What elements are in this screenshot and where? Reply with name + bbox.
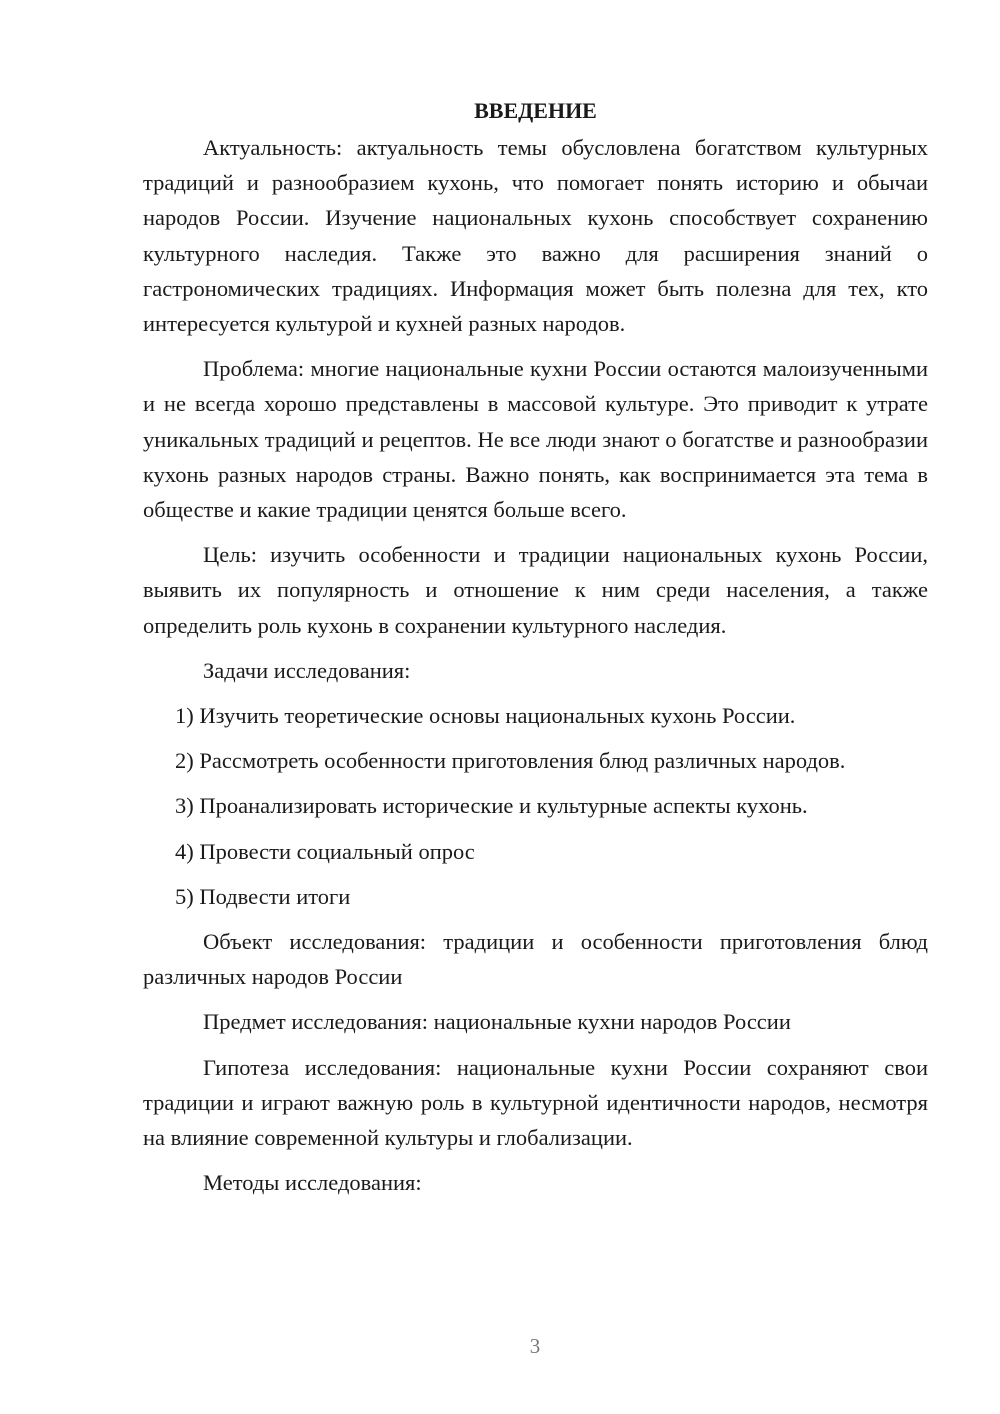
tasks-list <box>143 698 928 914</box>
methods-title: Методы исследования: <box>203 1170 422 1196</box>
hypothesis-paragraph: Гипотеза исследования: национальные кухни России сохраняют свои традиции и играют важную роль в культурной идентичности народов, несмотря на влияние современной культуры и глобализации. <box>143 1054 928 1151</box>
object-paragraph: Объект исследования: традиции и особенности приготовления блюд различных народов России <box>143 929 928 990</box>
task-item: 3) Проанализировать исторические и культурные аспекты кухонь. <box>175 793 808 819</box>
relevance-paragraph: Актуальность: актуальность темы обусловлена богатством культурных традиций и разнообразием кухонь, что помогает понять историю и обычаи народов России. Изучение национальных кухонь способствует сохранению культурного наследия. Также это важно для расширения знаний о гастрономических традициях. Информация может быть полезна для тех, кто интересуется культурой и кухней разных народов. <box>143 135 928 337</box>
problem-paragraph: Проблема: многие национальные кухни России остаются малоизученными и не всегда хорошо представлены в массовой культуре. Это приводит к утрате уникальных традиций и рецептов. Не все люди знают о богатстве и разнообразии кухонь разных народов страны. Важно понять, как воспринимается эта тема в обществе и какие традиции ценятся больше всего. <box>143 356 928 523</box>
task-item: 1) Изучить теоретические основы национальных кухонь России. <box>175 703 796 729</box>
document-page <box>143 96 928 1210</box>
page-number: 3 <box>529 1334 541 1358</box>
task-item: 5) Подвести итоги <box>175 883 351 909</box>
subject-paragraph: Предмет исследования: национальные кухни народов России <box>203 1009 791 1035</box>
goal-paragraph: Цель: изучить особенности и традиции национальных кухонь России, выявить их популярность и отношение к ним среди населения, а также определить роль кухонь в сохранении культурного наследия. <box>143 542 928 638</box>
section-heading: ВВЕДЕНИЕ <box>474 98 597 123</box>
tasks-title: Задачи исследования: <box>203 657 411 683</box>
task-item: 2) Рассмотреть особенности приготовления блюд различных народов. <box>175 748 846 774</box>
task-item: 4) Провести социальный опрос <box>175 838 475 864</box>
